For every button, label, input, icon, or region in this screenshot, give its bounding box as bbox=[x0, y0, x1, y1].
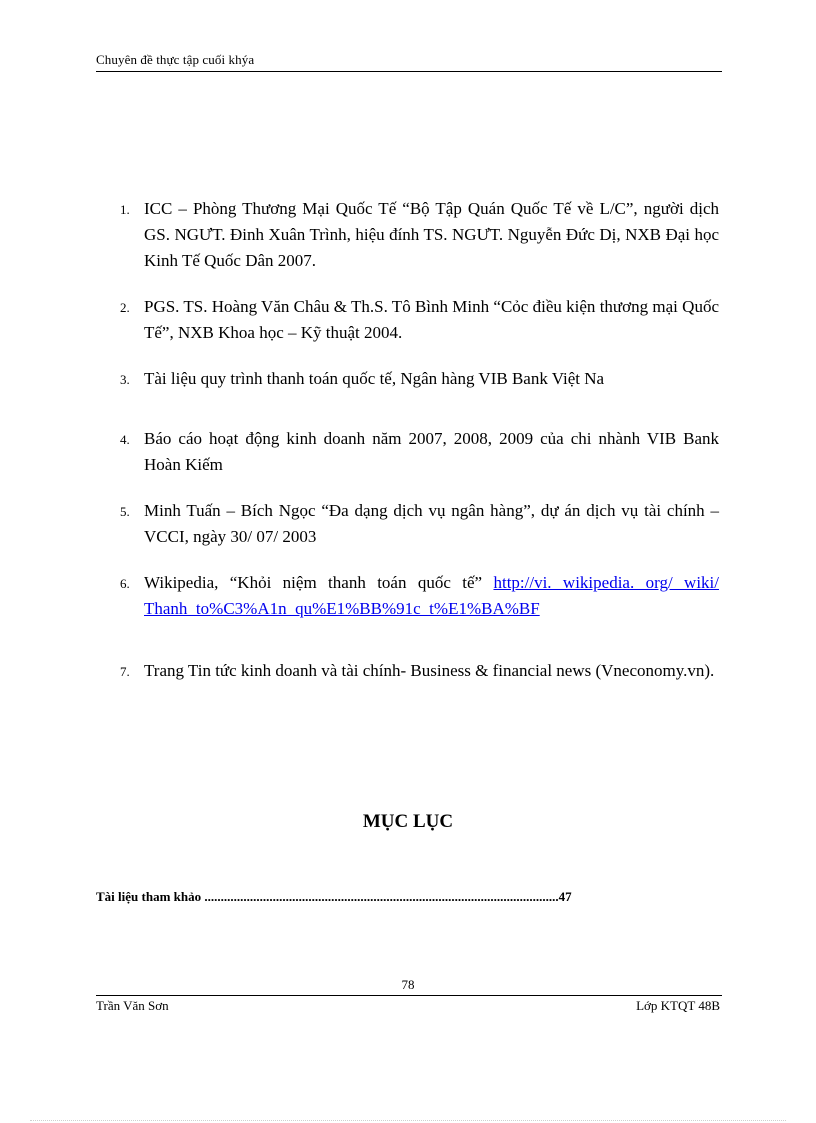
toc-entry[interactable] bbox=[96, 889, 696, 905]
reference-number: 7. bbox=[120, 664, 130, 679]
reference-number: 6. bbox=[120, 576, 130, 591]
footer-divider bbox=[96, 995, 722, 996]
toc-entry-dots: ............................................................................................................. bbox=[201, 889, 559, 904]
reference-item bbox=[96, 366, 719, 392]
reference-number: 5. bbox=[120, 504, 130, 519]
header-divider bbox=[96, 71, 722, 72]
footer-author: Trần Văn Sơn bbox=[96, 998, 169, 1013]
wikipedia-link[interactable]: http://vi. wikipedia. org/ wiki/ Thanh_to%C3%A1n_qu%E1%BB%91c_t%E1%BA%BF bbox=[144, 573, 720, 618]
reference-number: 1. bbox=[120, 202, 130, 217]
reference-item bbox=[96, 658, 719, 684]
reference-text: Trang Tin tức kinh doanh và tài chính- Business & financial news (Vneconomy.vn). bbox=[144, 661, 715, 680]
reference-text: Tài liệu quy trình thanh toán quốc tế, Ngân hàng VIB Bank Việt Na bbox=[144, 369, 605, 388]
toc-title: MỤC LỤC bbox=[362, 811, 454, 832]
page-number: 78 bbox=[401, 977, 415, 992]
reference-text: Wikipedia, “Khỏi niệm thanh toán quốc tế” bbox=[144, 573, 494, 592]
reference-item bbox=[96, 426, 719, 478]
reference-item bbox=[96, 570, 719, 622]
reference-list bbox=[96, 196, 719, 704]
reference-text: PGS. TS. Hoàng Văn Châu & Th.S. Tô Bình Minh “Cỏc điều kiện thương mại Quốc Tế”, NXB Khoa học – Kỹ thuật 2004. bbox=[144, 297, 719, 342]
reference-number: 4. bbox=[120, 432, 130, 447]
reference-text: Báo cáo hoạt động kinh doanh năm 2007, 2008, 2009 của chi nhành VIB Bank Hoàn Kiếm bbox=[144, 429, 719, 474]
reference-number: 2. bbox=[120, 300, 130, 315]
reference-number: 3. bbox=[120, 372, 130, 387]
toc-entry-page: 47 bbox=[558, 889, 572, 904]
page-edge-divider bbox=[30, 1120, 786, 1121]
running-header: Chuyên đề thực tập cuối khýa bbox=[96, 52, 255, 67]
reference-item bbox=[96, 294, 719, 346]
reference-item bbox=[96, 498, 719, 550]
toc-entry-label: Tài liệu tham khảo bbox=[96, 889, 202, 904]
reference-text: ICC – Phòng Thương Mại Quốc Tế “Bộ Tập Quán Quốc Tế về L/C”, người dịch GS. NGƯT. Đinh Xuân Trình, hiệu đính TS. NGƯT. Nguyễn Đức Dị, NXB Đại học Kinh Tế Quốc Dân 2007. bbox=[144, 199, 719, 270]
footer-class: Lớp KTQT 48B bbox=[636, 998, 720, 1013]
reference-item bbox=[96, 196, 719, 274]
reference-text: Minh Tuấn – Bích Ngọc “Đa dạng dịch vụ ngân hàng”, dự án dịch vụ tài chính – VCCI, ngày 30/ 07/ 2003 bbox=[144, 501, 719, 546]
